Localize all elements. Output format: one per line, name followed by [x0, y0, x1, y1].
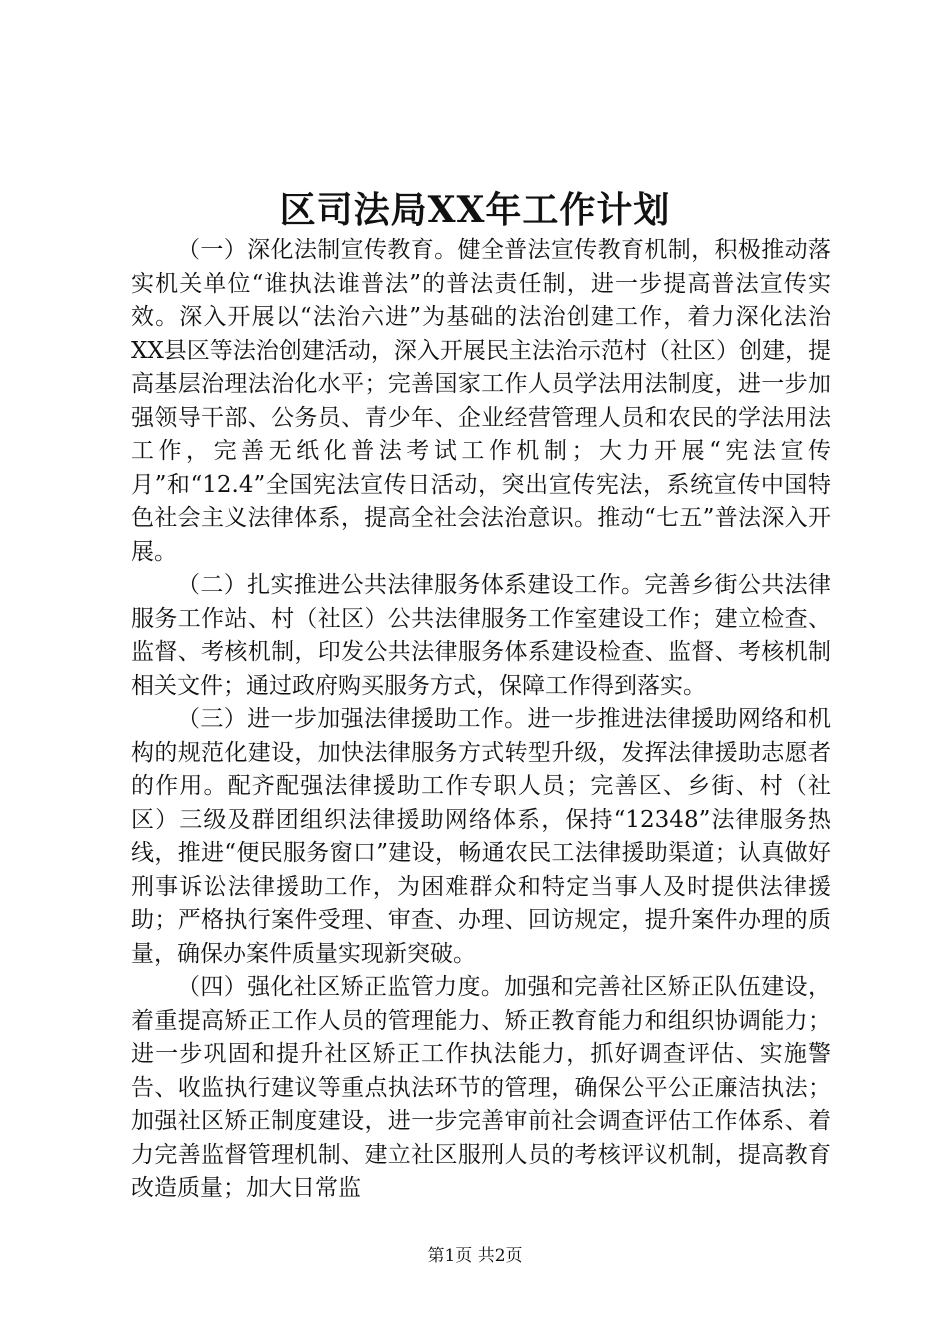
paragraph-4: （四）强化社区矫正监管力度。加强和完善社区矫正队伍建设，着重提高矫正工作人员的管理能力、矫正教育能力和组织协调能力；进一步巩固和提升社区矫正工作执法能力，抓好调查评估、实施警告、收监执行建议等重点执法环节的管理，确保公平公正廉洁执法；加强社区矫正制度建设，进一步完善审前社会调查评估工作体系、着力完善监督管理机制、建立社区服刑人员的考核评议机制，提高教育改造质量；加大日常监 — [131, 974, 831, 1201]
paragraph-2: （二）扎实推进公共法律服务体系建设工作。完善乡街公共法律服务工作站、村（社区）公共法律服务工作室建设工作；建立检查、监督、考核机制，印发公共法律服务体系建设检查、监督、考核机制相关文件；通过政府购买服务方式，保障工作得到落实。 — [131, 572, 831, 699]
paragraph-1: （一）深化法制宣传教育。健全普法宣传教育机制，积极推动落实机关单位“谁执法谁普法”的普法责任制，进一步提高普法宣传实效。深入开展以“法治六进”为基础的法治创建工作，着力深化法治XX县区等法治创建活动，深入开展民主法治示范村（社区）创建，提高基层治理法治化水平；完善国家工作人员学法用法制度，进一步加强领导干部、公务员、青少年、企业经营管理人员和农民的学法用法工作，完善无纸化普法考试工作机制；大力开展“宪法宣传月”和“12.4”全国宪法宣传日活动，突出宣传宪法，系统宣传中国特色社会主义法律体系，提高全社会法治意识。推动“七五”普法深入开展。 — [131, 237, 831, 565]
document-body — [131, 234, 831, 1206]
paragraph-3: （三）进一步加强法律援助工作。进一步推进法律援助网络和机构的规范化建设，加快法律服务方式转型升级，发挥法律援助志愿者的作用。配齐配强法律援助工作专职人员；完善区、乡街、村（社区）三级及群团组织法律援助网络体系，保持“12348”法律服务热线，推进“便民服务窗口”建设，畅通农民工法律援助渠道；认真做好刑事诉讼法律援助工作，为困难群众和特定当事人及时提供法律援助；严格执行案件受理、审查、办理、回访规定，提升案件办理的质量，确保办案件质量实现新突破。 — [131, 706, 831, 967]
page-number-footer: 第1页 共2页 — [427, 1246, 523, 1266]
document-title: 区司法局XX年工作计划 — [279, 189, 671, 231]
